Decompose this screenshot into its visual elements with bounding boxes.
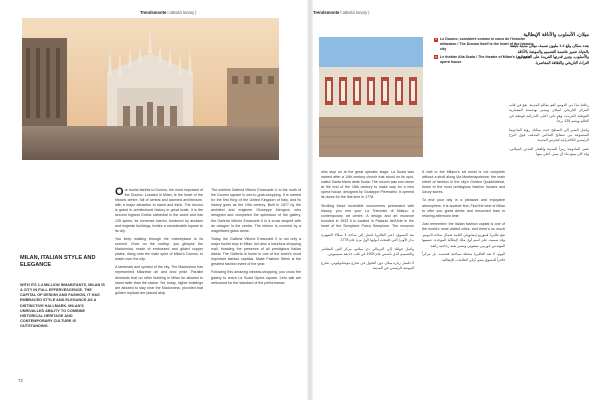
arabic-paragraph: واصل السير إلى السطح حيث يمكنك رؤية المادونينا المصنوعة من صفائح النحاس المذهب فوق البرج الرئيسي للكاتدرائية لتحرس المدينة. — [509, 127, 589, 143]
paragraph-dropcap — [115, 188, 203, 234]
duomo-photo — [22, 18, 279, 160]
arabic-column-a — [509, 103, 589, 388]
running-head-left — [140, 10, 196, 15]
caption-number: 1 — [435, 37, 437, 42]
duomo-illustration — [22, 18, 279, 160]
galleria-photo — [319, 37, 423, 157]
paragraph: To end your day in a pleasant and enjoyable atmosphere, it is another fine, Find the best of Milan to offer you great drinks and renowned bars in relaxing afternoon time. — [422, 198, 505, 218]
left-column-2 — [211, 188, 301, 289]
running-head-left-section: l attività lunary | — [166, 10, 197, 15]
paragraph: Strolling these incredible monuments permeated with history, you end your La Triennale di Milano, a contemporary art centre. A design and art museum founded in 1933 it is located in Palazzo dell'Arte in the heart of the Sempione Parco Sempione. The museum — [321, 203, 414, 228]
page-gutter — [307, 0, 313, 400]
paragraph: The sublime Galleria Vittorio Emanuele II, to the north of the Duomo square is one-to-grab-shopping. It is named for the first King of the United Kingdom of Italy, and its history goes as the 19th century. Built in 1877 by the architect and engineer Giuseppe Mengoni, who designed and completed the splendour of the gallery, the Galleria Vittorio Emanuele II is a cross shaped with an octagon in the centre. The interior is covered by a magnificent glass dome. — [211, 188, 301, 233]
paragraph: A landmark and symbol of the city, The Madonnina has represented Milanese art and civic pride. Parallel demands that no other building in Milan be allowed to stand taller than the statue. Yet, today, higher buildings are allowed to stay near the Madonnina, provided that golden replicas are placed atop. — [115, 265, 203, 295]
caption-number: 2 — [435, 54, 437, 59]
left-column-1 — [115, 188, 203, 299]
running-head-left-brand: Trendsmonte — [140, 10, 167, 15]
caption-text: Le Duomo, considéré comme le cœur de l'histoire milanaise / The Duomo itself is the heart of the historic city — [440, 37, 534, 52]
arabic-paragraph: رحلتنا تبدأ من الدومو، أهم معالم المدينة. يقع في قلب المركز التاريخي لميلان ويتميز بهندسته المعمارية القوطية الفريدة، وهو ثاني أعلى كاتدرائية قوطية في العالم ويضم 135 برجاً. — [509, 103, 589, 124]
right-column-1 — [321, 170, 414, 230]
arabic-column-c — [321, 233, 414, 383]
paragraph: Following this amazing window-shopping, you cross the gallery to reach La Scala Opera square. Let's talk are welcomed for the standard of the performance. — [211, 270, 301, 285]
arabic-column-b — [422, 233, 505, 383]
arabic-paragraph: تعتبر المادونينا رمزاً للمدينة وللفخر المدني الميلاني، وقد كان يمنع بناء أي مبنى أعلى منها. — [509, 146, 589, 157]
page-number-left: 72 — [18, 378, 24, 383]
paragraph: Just remember: the Italian fashion capital is one of the world's most visited cities, and there's so much — [422, 221, 505, 230]
caption-text: Le théâtre Alla Scala / The theatre of Milan's La Scala opera house — [440, 54, 531, 64]
paragraph-text: ur tourist fairthis to Duomo, the most important of the Duomo. Located in Milan, is the heart of the historic centre, full of central and adorned architecture, with a major attraction to stand and think. The duomo is grand in architectural history in great scale, it is the second highest Gothic cathedral in the world and has 135 spires. Its immense interior, bordered by arcades and majestic buildings, invites a considerable square to its city. — [115, 188, 203, 233]
arabic-title: ميلان، الأسلوب والأناقة الإيطالية — [523, 32, 589, 38]
paragraph: who stop on at the great operatic stage. La Scala was named after a 14th-century church that stood on its spot, called Santa Maria della Scala. The church was torn down at the end of the 18th century to make way for a new opera house, designed by Giuseppe Piermarini. It opened its doors for the first time in 1778. — [321, 170, 414, 200]
galleria-illustration — [319, 37, 423, 157]
sidebar-title: MILAN, ITALIAN STYLE AND ELEGANCE — [20, 255, 96, 269]
arabic-intro: بعدد سكان يبلغ 1.4 مليون نسمة، ميلان مدينة نابضة بالحياة. تتميز عاصمة التصميم والموضة بالأناقة والأسلوب، وتبرز قدرتها الفريدة على الجمع بين التراث التاريخي والثقافة المعاصرة. — [509, 44, 589, 65]
drop-cap: O — [115, 186, 124, 198]
arabic-paragraph: تقع غاليريا فيتوريو إيمانويلي الثانية شمال ساحة الدومو، وقد سميت على اسم أول ملك لإيطاليا الموحدة. صممها المهندس جوزيبي مينغوني وتتميز بقبة زجاجية رائعة. — [422, 233, 505, 248]
arabic-paragraph: لا تكتمل زيارة ميلان دون التجول في شارع مونتنابوليوني، شارع الموضة الرئيسي في المدينة. — [321, 260, 414, 270]
right-column-2 — [422, 170, 505, 230]
paragraph: A visit to the Milano's art world is not complete without a stroll along Via Montenapoleone, the main street of fashion in the city's Golden Quadrilateral, home to the most prestigious fashion houses and luxury stores. — [422, 170, 505, 195]
arabic-paragraph: بعد التسوق، اعبر الغاليريا لتصل إلى ساحة لا سكالا الشهيرة بدار الأوبرا التي افتتحت أبوابها لأول مرة عام 1778. — [321, 233, 414, 243]
arabic-paragraph: واصل جولتك إلى الترينالي دي ميلانو، مركز الفن المعاصر والتصميم الذي تأسس عام 1933 في قلب حديقة سيمبيوني. — [321, 246, 414, 257]
arabic-paragraph: اليوم، لا تعد الغاليريا محطة سياحية فحسب، بل مركزاً فاخراً للتسوق يضم أرقى العلامات الإيطالية. — [422, 252, 505, 262]
running-head-right-section: l attività lunary | — [339, 10, 370, 15]
running-head-right — [313, 10, 369, 15]
sidebar-intro-text: WITH ITS 1.4 MILLION INHABITANTS, MILAN IS A CITY IN FULL EFFERVESCENCE. THE CAPITAL OF DESIGN AND FASHION, IT HAS EMBRACED STYLE AND ELEGANCE AS A DISTINCTIVE HALLMARK. MILAN'S UNRIVALLED ABILITY TO COMBINE HISTORICAL HERITAGE AND CONTEMPORARY CULTURE IS OUTSTANDING. — [20, 283, 105, 328]
paragraph: Today, the Galleria Vittorio Emanuele II is not only a major tourist stop in Milan, but also a luxurious shopping mall, boasting the presence of all prestigious Italian labels. The Galleria is home to one of the world's most important fashion capitals. Make Fashion Week is the greatest fashion event of the year. — [211, 236, 301, 267]
running-head-right-brand: Trendsmonte — [313, 10, 340, 15]
paragraph: You keep walking through the marketplace to its summit. Once on the rooftop, you glimpse the Madonnina, made of embossed and gilded copper plates, rising onto the main spire of Milan's Duomo, to watch over the city. — [115, 236, 203, 262]
